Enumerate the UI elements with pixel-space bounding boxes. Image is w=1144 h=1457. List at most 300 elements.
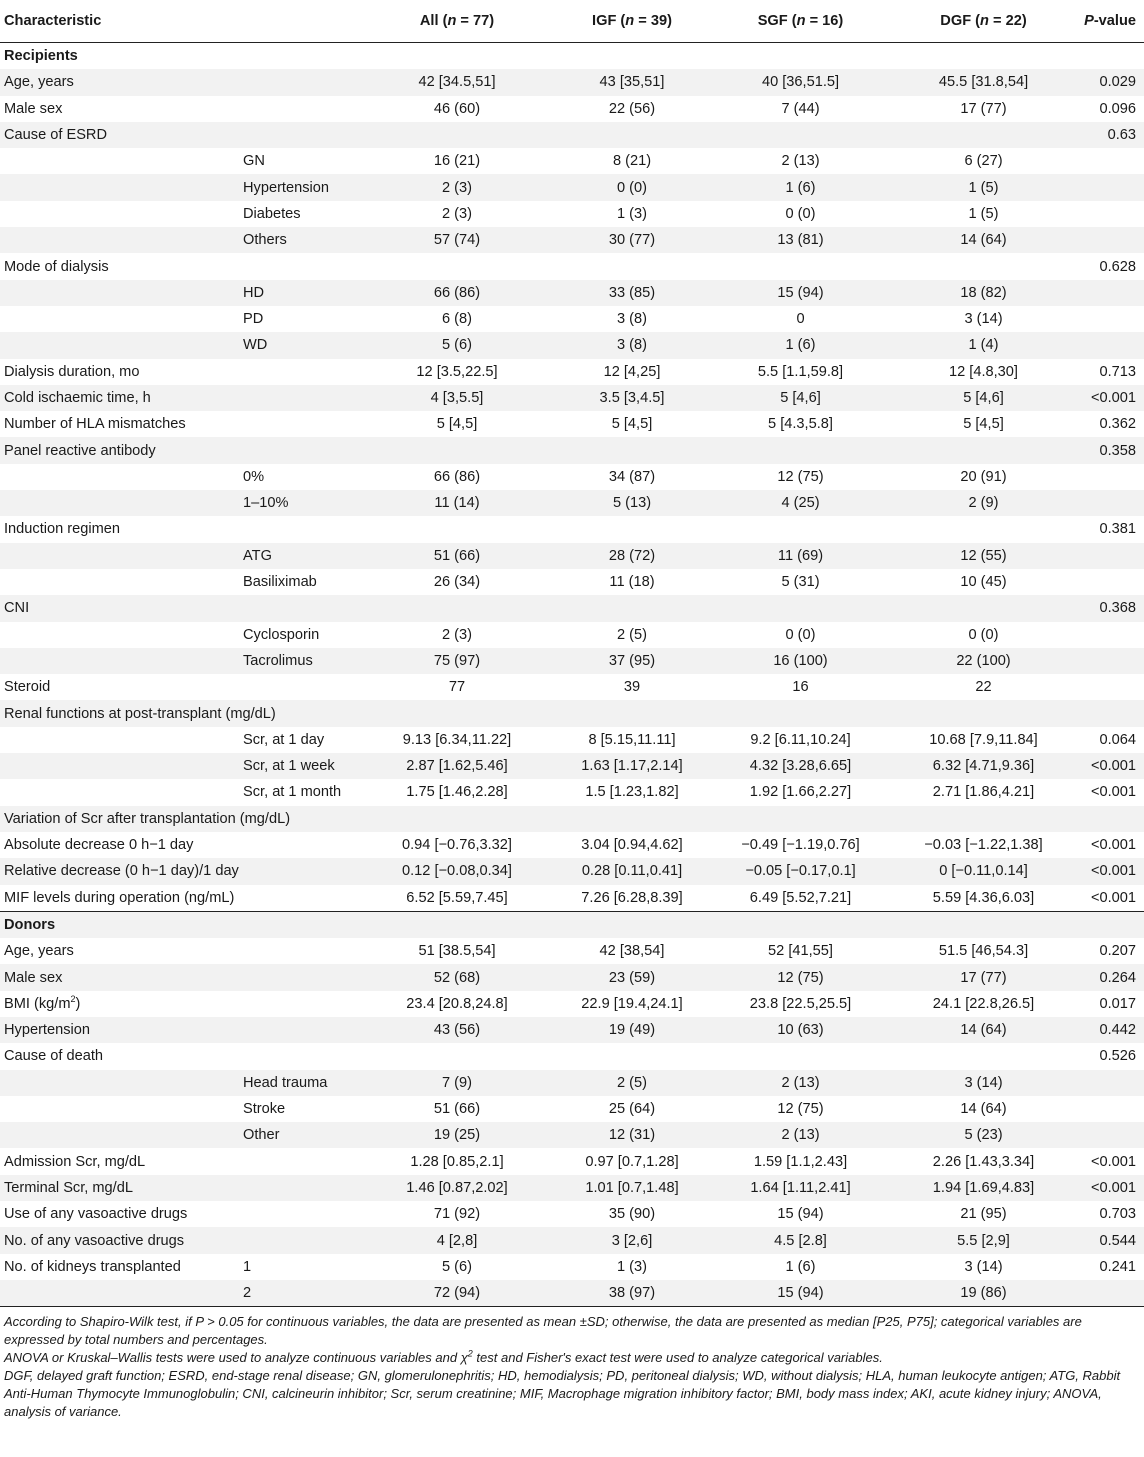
row-label: Recipients (4, 48, 78, 65)
cell-p-value: 0.381 (1099, 521, 1136, 538)
cell-sgf: 2 (13) (714, 1122, 887, 1148)
cell-sgf: −0.49 [−1.19,0.76] (741, 837, 860, 854)
cell-all (364, 911, 550, 938)
row-sublabel (240, 1148, 364, 1174)
table-row (0, 858, 1144, 884)
table-row (0, 1175, 1144, 1201)
footnote-statistics: According to Shapiro-Wilk test, if P > 0.05 for continuous variables, the data are presented as mean ±SD; otherwise, the data are presented as median [P25, P75]; categorical variables are expressed by total numbers and percentages. (4, 1314, 1082, 1348)
cell-igf: 3 (8) (550, 332, 714, 358)
row-label: Male sex (4, 100, 63, 117)
cell-p-value: 0.241 (1099, 1258, 1136, 1275)
table-row (0, 253, 1144, 279)
table-row (0, 885, 1144, 912)
table-row (0, 490, 1144, 516)
cell-sgf: 10 (63) (714, 1017, 887, 1043)
row-sublabel (240, 674, 364, 700)
cell-all: 7 (9) (364, 1070, 550, 1096)
table-row (0, 1043, 1144, 1069)
cell-dgf: 1 (4) (887, 332, 1080, 358)
row-label: Renal functions at post-transplant (mg/dL) (0, 700, 550, 726)
table-row (0, 779, 1144, 805)
header-row (0, 0, 1144, 43)
cell-p-value (1080, 332, 1144, 358)
cell-all (364, 43, 550, 70)
cell-dgf: 1 (5) (887, 174, 1080, 200)
cell-p-value (1080, 1096, 1144, 1122)
table-row (0, 306, 1144, 332)
cell-all: 12 [3.5,22.5] (416, 363, 498, 380)
row-label (0, 753, 240, 779)
cell-sgf: 1.92 [1.66,2.27] (749, 784, 852, 801)
row-label: Age, years (4, 943, 74, 960)
cell-sgf: 1 (6) (785, 1258, 816, 1275)
cell-igf: 3 (8) (616, 311, 647, 328)
cell-all: 2 (3) (441, 205, 472, 222)
cell-all: 46 (60) (433, 100, 481, 117)
table-row (0, 1122, 1144, 1148)
row-sublabel (240, 1201, 364, 1227)
cell-igf: 8 [5.15,11.11] (588, 731, 676, 748)
row-sublabel: 1 (243, 1258, 252, 1275)
cell-sgf: 12 (75) (714, 964, 887, 990)
cell-dgf: 1 (5) (968, 205, 999, 222)
cell-p-value: 0.096 (1099, 100, 1136, 117)
cell-all: 51 (66) (364, 543, 550, 569)
row-label: Hypertension (0, 1017, 240, 1043)
cell-p-value: <0.001 (1090, 784, 1136, 801)
row-label (0, 1096, 240, 1122)
row-label: Admission Scr, mg/dL (4, 1153, 146, 1170)
row-label (0, 543, 240, 569)
cell-sgf: −0.05 [−0.17,0.1] (714, 858, 887, 884)
row-label (0, 991, 240, 1017)
section-row (0, 911, 1144, 938)
cell-sgf (714, 437, 887, 463)
table-row (0, 280, 1144, 306)
row-label: No. of kidneys transplanted (4, 1258, 181, 1275)
header-dgf: DGF (n = 22) (887, 0, 1080, 43)
cell-dgf (887, 806, 1080, 832)
row-label: Donors (0, 911, 240, 938)
cell-all: 6.52 [5.59,7.45] (364, 885, 550, 912)
cell-p-value (1080, 306, 1144, 332)
row-sublabel: HD (240, 280, 364, 306)
table-row (0, 411, 1144, 437)
cell-dgf: 24.1 [22.8,26.5] (932, 995, 1035, 1012)
cell-sgf (714, 806, 887, 832)
cell-all: 2.87 [1.62,5.46] (364, 753, 550, 779)
cell-sgf: 4.5 [2.8] (714, 1227, 887, 1253)
row-sublabel: 0% (243, 468, 265, 485)
cell-p-value (1080, 227, 1144, 253)
row-sublabel (240, 122, 364, 148)
row-sublabel: Cyclosporin (243, 626, 320, 643)
row-sublabel: Others (240, 227, 364, 253)
cell-p-value: 0.017 (1099, 995, 1136, 1012)
cell-sgf (714, 595, 887, 621)
cell-igf: 1 (3) (616, 205, 647, 222)
cell-igf: 0 (0) (550, 174, 714, 200)
footnote-tests: ANOVA or Kruskal–Wallis tests were used to analyze continuous variables and $\chi^2$ test and Fisher's exact test were used to analyze categorical variables. (4, 1348, 883, 1366)
cell-igf: 19 (49) (550, 1017, 714, 1043)
cell-all: 0.12 [−0.08,0.34] (364, 858, 550, 884)
cell-all: 51 [38.5,54] (418, 943, 496, 960)
cell-all: 5 (6) (364, 332, 550, 358)
row-label-end: ) (75, 995, 81, 1012)
row-sublabel (240, 43, 364, 70)
row-sublabel (240, 516, 364, 542)
cell-dgf: 12 (55) (887, 543, 1080, 569)
row-sublabel: Diabetes (243, 205, 301, 222)
cell-igf: 2 (5) (616, 626, 647, 643)
table-row (0, 516, 1144, 542)
table-row (0, 622, 1144, 648)
cell-igf: 11 (18) (609, 574, 655, 591)
table-row (0, 832, 1144, 858)
cell-all: 0.94 [−0.76,3.32] (402, 837, 512, 854)
cell-sgf (714, 1043, 887, 1069)
cell-sgf: 1.64 [1.11,2.41] (714, 1175, 887, 1201)
cell-sgf: 0 (0) (785, 626, 816, 643)
cell-sgf: 5 (31) (781, 574, 820, 591)
row-sublabel: Stroke (243, 1101, 286, 1118)
table-header (0, 0, 1144, 43)
cell-p-value: <0.001 (1080, 858, 1144, 884)
cell-p-value: <0.001 (1080, 753, 1144, 779)
table-row (0, 1017, 1144, 1043)
cell-p-value (1080, 490, 1144, 516)
cell-p-value: 0.703 (1099, 1206, 1136, 1223)
cell-sgf: 6.49 [5.52,7.21] (714, 885, 887, 912)
cell-p-value: 0.544 (1080, 1227, 1144, 1253)
row-label: Use of any vasoactive drugs (4, 1206, 188, 1223)
row-sublabel (240, 1017, 364, 1043)
table-row (0, 648, 1144, 674)
cell-dgf: 5 [4,6] (887, 385, 1080, 411)
cell-igf (550, 437, 714, 463)
row-label (0, 1122, 240, 1148)
row-label (0, 1280, 240, 1307)
table-row (0, 437, 1144, 463)
table-row (0, 1070, 1144, 1096)
cell-sgf: 13 (81) (714, 227, 887, 253)
cell-dgf (887, 516, 1080, 542)
row-label: Absolute decrease 0 h−1 day (4, 837, 194, 854)
cell-p-value (1080, 201, 1144, 227)
cell-dgf: 10 (45) (960, 574, 1007, 591)
row-sublabel (240, 938, 364, 964)
cell-igf: 1.01 [0.7,1.48] (550, 1175, 714, 1201)
cell-p-value: <0.001 (1090, 837, 1136, 854)
cell-dgf: 6.32 [4.71,9.36] (887, 753, 1080, 779)
cell-dgf: 17 (77) (960, 100, 1007, 117)
cell-igf: 2 (5) (550, 1070, 714, 1096)
row-sublabel (240, 385, 364, 411)
cell-sgf: 1 (6) (714, 332, 887, 358)
cell-igf: 37 (95) (550, 648, 714, 674)
cell-sgf: 0 (796, 311, 805, 328)
cell-p-value: 0.029 (1080, 69, 1144, 95)
cell-all: 4 [3,5.5] (364, 385, 550, 411)
row-label: Number of HLA mismatches (4, 416, 186, 433)
cell-dgf: 2.71 [1.86,4.21] (932, 784, 1035, 801)
cell-dgf: 3 (14) (964, 311, 1003, 328)
cell-all: 23.4 [20.8,24.8] (406, 995, 508, 1012)
table-row (0, 464, 1144, 490)
table-row (0, 991, 1144, 1017)
table-row (0, 595, 1144, 621)
table-row (0, 1227, 1144, 1253)
cell-igf (550, 806, 714, 832)
cell-sgf: 12 (75) (777, 1101, 824, 1118)
cell-dgf: 0 (0) (968, 626, 999, 643)
cell-igf: 30 (77) (550, 227, 714, 253)
row-sublabel (240, 1043, 364, 1069)
cell-all (364, 1043, 550, 1069)
cell-igf (550, 43, 714, 70)
cell-dgf: 5.59 [4.36,6.03] (887, 885, 1080, 912)
cell-all: 72 (94) (364, 1280, 550, 1307)
cell-p-value (1080, 648, 1144, 674)
cell-p-value: 0.362 (1099, 416, 1136, 433)
row-label (0, 1070, 240, 1096)
cell-igf (550, 1043, 714, 1069)
cell-sgf: 9.2 [6.11,10.24] (750, 731, 851, 748)
header-sgf: SGF (n = 16) (714, 0, 887, 43)
cell-igf: 25 (64) (608, 1101, 656, 1118)
row-sublabel: Basiliximab (243, 574, 317, 591)
cell-sgf: 1.59 [1.1,2.43] (753, 1153, 848, 1170)
cell-p-value: 0.526 (1099, 1048, 1136, 1065)
table-row (0, 359, 1144, 385)
cell-p-value (1080, 806, 1144, 832)
cell-igf: 22.9 [19.4,24.1] (581, 995, 683, 1012)
cell-p-value (1080, 543, 1144, 569)
row-sublabel: GN (243, 153, 265, 170)
cell-all (364, 595, 550, 621)
row-label: Relative decrease (0 h−1 day)/1 day (0, 858, 240, 884)
row-sublabel (240, 595, 364, 621)
table-row (0, 700, 1144, 726)
cell-sgf (714, 122, 887, 148)
cell-all: 66 (86) (364, 280, 550, 306)
header-p-value: P-value (1080, 0, 1144, 43)
cell-dgf: 18 (82) (887, 280, 1080, 306)
cell-p-value (1080, 569, 1144, 595)
cell-igf: 3 [2,6] (550, 1227, 714, 1253)
cell-all: 1.75 [1.46,2.28] (406, 784, 508, 801)
cell-sgf (714, 43, 887, 70)
cell-all: 52 (68) (364, 964, 550, 990)
row-label: Male sex (0, 964, 240, 990)
row-label (0, 174, 240, 200)
cell-sgf: 1 (6) (714, 174, 887, 200)
cell-p-value (1080, 148, 1144, 174)
cell-sgf: 0 (0) (785, 205, 816, 222)
cell-dgf: 2.26 [1.43,3.34] (932, 1153, 1035, 1170)
row-label-sup: 2 (70, 993, 76, 1004)
cell-sgf: 40 [36,51.5] (714, 69, 887, 95)
table-row (0, 96, 1144, 122)
cell-all: 66 (86) (433, 468, 481, 485)
cell-sgf: 15 (94) (714, 280, 887, 306)
row-sublabel: WD (240, 332, 364, 358)
table-row (0, 727, 1144, 753)
cell-all: 2 (3) (441, 626, 472, 643)
row-label (0, 569, 240, 595)
cell-p-value: 0.628 (1099, 258, 1136, 275)
cell-sgf: 5 [4,6] (714, 385, 887, 411)
cell-dgf: 20 (91) (960, 468, 1007, 485)
cell-all: 1.46 [0.87,2.02] (364, 1175, 550, 1201)
cell-all: 26 (34) (433, 574, 481, 591)
row-label-text: BMI (kg/m (4, 995, 71, 1012)
row-label (0, 622, 240, 648)
table-row (0, 332, 1144, 358)
cell-all (364, 516, 550, 542)
cell-all: 42 [34.5,51] (364, 69, 550, 95)
cell-p-value: <0.001 (1090, 1153, 1136, 1170)
section-row (0, 43, 1144, 70)
table-row (0, 1148, 1144, 1174)
row-label (0, 648, 240, 674)
cell-sgf: 23.8 [22.5,25.5] (749, 995, 852, 1012)
cell-igf: 28 (72) (550, 543, 714, 569)
row-label (0, 306, 240, 332)
row-label: Cause of death (4, 1048, 103, 1065)
cell-all: 1.28 [0.85,2.1] (410, 1153, 504, 1170)
row-label (0, 464, 240, 490)
cell-all: 77 (448, 679, 466, 696)
cell-p-value (1080, 622, 1144, 648)
row-label (0, 490, 240, 516)
cell-dgf: 45.5 [31.8,54] (887, 69, 1080, 95)
row-sublabel: 2 (240, 1280, 364, 1307)
row-label: Mode of dialysis (4, 258, 109, 275)
row-sublabel: Scr, at 1 month (243, 784, 342, 801)
row-sublabel: ATG (240, 543, 364, 569)
cell-all: 6 (8) (441, 311, 472, 328)
cell-sgf: 16 (792, 679, 809, 696)
row-sublabel (240, 1175, 364, 1201)
cell-igf (550, 122, 714, 148)
table-row (0, 1254, 1144, 1280)
cell-igf (550, 253, 714, 279)
cell-igf: 42 [38,54] (599, 943, 665, 960)
cell-igf: 5 [4,5] (611, 416, 653, 433)
cell-p-value: 0.368 (1080, 595, 1144, 621)
cell-all: 43 (56) (364, 1017, 550, 1043)
cell-sgf: 5.5 [1.1,59.8] (757, 363, 844, 380)
cell-p-value: 0.207 (1099, 943, 1136, 960)
cell-all: 4 [2,8] (364, 1227, 550, 1253)
cell-igf: 1 (3) (616, 1258, 647, 1275)
row-label (0, 332, 240, 358)
cell-dgf: 3 (14) (887, 1070, 1080, 1096)
cell-igf: 0.28 [0.11,0.41] (550, 858, 714, 884)
header-all: All (n = 77) (364, 0, 550, 43)
row-label: Cause of ESRD (0, 122, 240, 148)
cell-p-value (1080, 911, 1144, 938)
footnote-abbreviations: DGF, delayed graft function; ESRD, end-stage renal disease; GN, glomerulonephritis; HD, hemodialysis; PD, peritoneal dialysis; WD, without dialysis; HLA, human leukocyte antigen; ATG, Rabbit Anti-Human Thymocyte Immunoglobulin; CNI, calcineurin inhibitor; Scr, serum creatinine; MIF, Macrophage migration inhibitory factor; BMI, body mass index; AKI, acute kidney injury; ANOVA, analysis of variance. (4, 1368, 1121, 1420)
cell-igf: 5 (13) (550, 490, 714, 516)
row-sublabel (240, 885, 364, 912)
cell-p-value: 0.442 (1080, 1017, 1144, 1043)
cell-p-value (1080, 464, 1144, 490)
cell-igf (550, 700, 714, 726)
row-sublabel (240, 1227, 364, 1253)
cell-igf: 7.26 [6.28,8.39] (550, 885, 714, 912)
cell-sgf: 15 (94) (714, 1280, 887, 1307)
cell-dgf: 10.68 [7.9,11.84] (929, 731, 1038, 748)
cell-dgf: 5 (23) (887, 1122, 1080, 1148)
cell-sgf: 52 [41,55] (768, 943, 833, 960)
cell-igf: 39 (623, 679, 641, 696)
cell-igf: 38 (97) (550, 1280, 714, 1307)
cell-p-value (1080, 1122, 1144, 1148)
cell-igf: 33 (85) (550, 280, 714, 306)
cell-p-value: <0.001 (1080, 885, 1144, 912)
cell-p-value (1080, 280, 1144, 306)
table-footnotes (0, 1307, 1144, 1421)
cell-dgf (887, 43, 1080, 70)
cell-igf: 35 (90) (608, 1206, 656, 1223)
row-sublabel: Head trauma (240, 1070, 364, 1096)
cell-all: 51 (66) (433, 1101, 481, 1118)
cell-p-value (1080, 700, 1144, 726)
cell-igf (550, 595, 714, 621)
table-row (0, 569, 1144, 595)
cell-igf: 3.04 [0.94,4.62] (581, 837, 683, 854)
cell-sgf: 12 (75) (777, 468, 824, 485)
cell-sgf: 16 (100) (714, 648, 887, 674)
cell-igf (550, 911, 714, 938)
row-sublabel (240, 437, 364, 463)
cell-igf: 22 (56) (608, 100, 656, 117)
row-sublabel (240, 858, 364, 884)
cell-p-value: 0.713 (1099, 363, 1136, 380)
cell-sgf (714, 516, 887, 542)
cell-dgf: 2 (9) (887, 490, 1080, 516)
cell-p-value: 0.358 (1080, 437, 1144, 463)
cell-igf: 8 (21) (612, 153, 652, 170)
cell-sgf (714, 911, 887, 938)
cell-p-value (1080, 174, 1144, 200)
cell-sgf: 15 (94) (777, 1206, 824, 1223)
cell-all: 57 (74) (364, 227, 550, 253)
row-sublabel: Scr, at 1 week (240, 753, 364, 779)
cell-all: 5 [4,5] (436, 416, 478, 433)
cell-dgf: 21 (95) (960, 1206, 1007, 1223)
cell-p-value: <0.001 (1080, 385, 1144, 411)
cell-sgf: 7 (44) (781, 100, 820, 117)
row-sublabel: 1–10% (240, 490, 364, 516)
row-sublabel: Scr, at 1 day (243, 731, 325, 748)
cell-igf: 12 [4,25] (603, 363, 661, 380)
table-row (0, 674, 1144, 700)
row-label: Age, years (0, 69, 240, 95)
cell-sgf: 2 (13) (714, 1070, 887, 1096)
cell-igf: 12 (31) (550, 1122, 714, 1148)
cell-p-value (1080, 1070, 1144, 1096)
table-row (0, 543, 1144, 569)
table-row (0, 69, 1144, 95)
cell-p-value (1080, 43, 1144, 70)
table-row (0, 174, 1144, 200)
table-row (0, 148, 1144, 174)
cell-all: 5 (6) (441, 1258, 472, 1275)
cell-dgf: 17 (77) (887, 964, 1080, 990)
